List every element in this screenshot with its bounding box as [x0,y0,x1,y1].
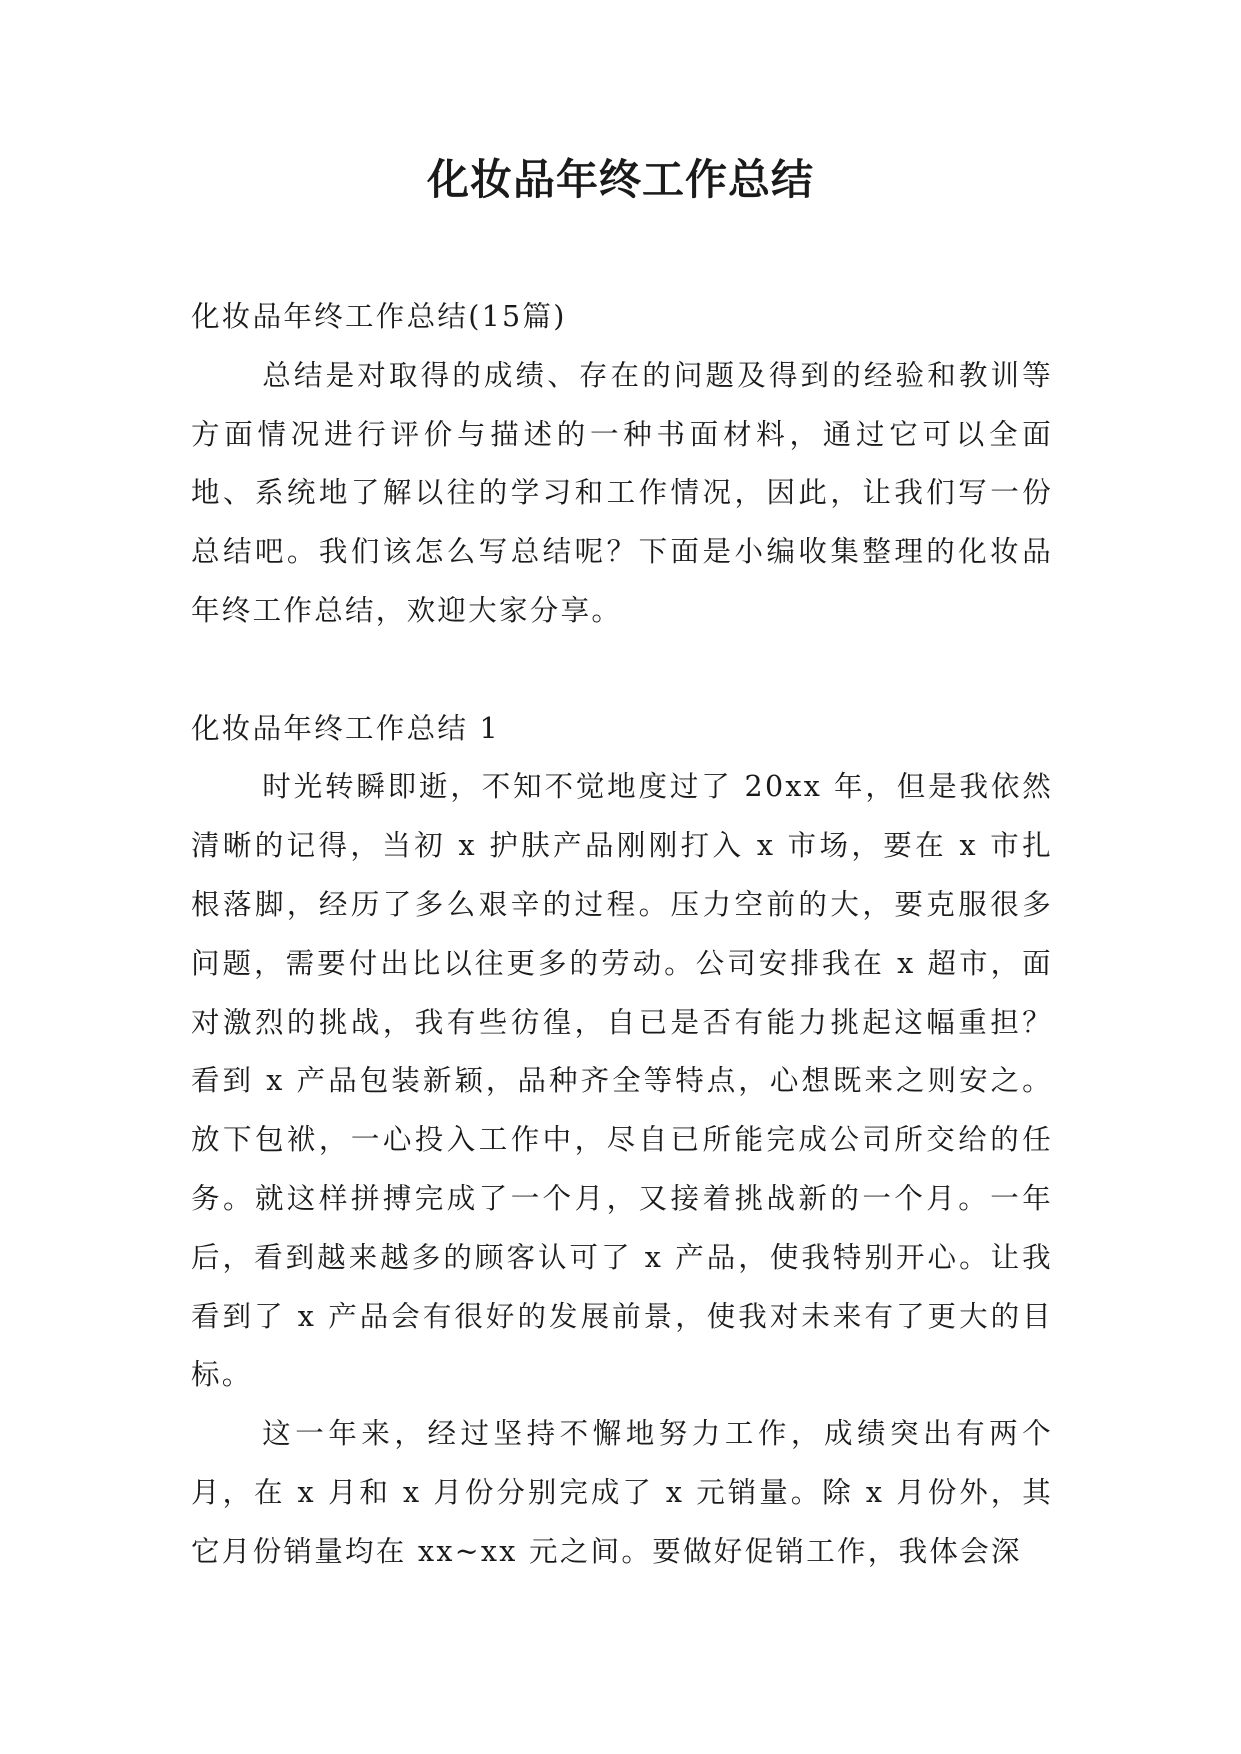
section-paragraph-2: 这一年来，经过坚持不懈地努力工作，成绩突出有两个月，在 x 月和 x 月份分别完成了 x 元销量。除 x 月份外，其它月份销量均在 xx~xx 元之间。要做好促销工作，我体会深 [191,1417,1053,1568]
intro-paragraph: 总结是对取得的成绩、存在的问题及得到的经验和教训等方面情况进行评价与描述的一种书面材料，通过它可以全面地、系统地了解以往的学习和工作情况，因此，让我们写一份总结吧。我们该怎么写总结呢？下面是小编收集整理的化妆品年终工作总结，欢迎大家分享。 [191,358,1053,627]
section-paragraph-1: 时光转瞬即逝，不知不觉地度过了 20xx 年，但是我依然清晰的记得，当初 x 护肤产品刚刚打入 x 市场，要在 x 市扎根落脚，经历了多么艰辛的过程。压力空前的大，要克服很多问题，需要付出比以往更多的劳动。公司安排我在 x 超市，面对激烈的挑战，我有些彷徨，自已是否有能力挑起这幅重担？看到 x 产品包装新颖，品种齐全等特点，心想既来之则安之。放下包袱，一心投入工作中，尽自已所能完成公司所交给的任务。就这样拼搏完成了一个月，又接着挑战新的一个月。一年后，看到越来越多的顾客认可了 x 产品，使我特别开心。让我看到了 x 产品会有很好的发展前景，使我对未来有了更大的目标。 [191,770,1053,1392]
section-spacer [191,641,1053,700]
document-body [191,288,1053,1582]
section-heading: 化妆品年终工作总结 1 [191,711,500,745]
document-title: 化妆品年终工作总结 [426,155,814,204]
document-subtitle: 化妆品年终工作总结(15篇) [191,300,567,333]
